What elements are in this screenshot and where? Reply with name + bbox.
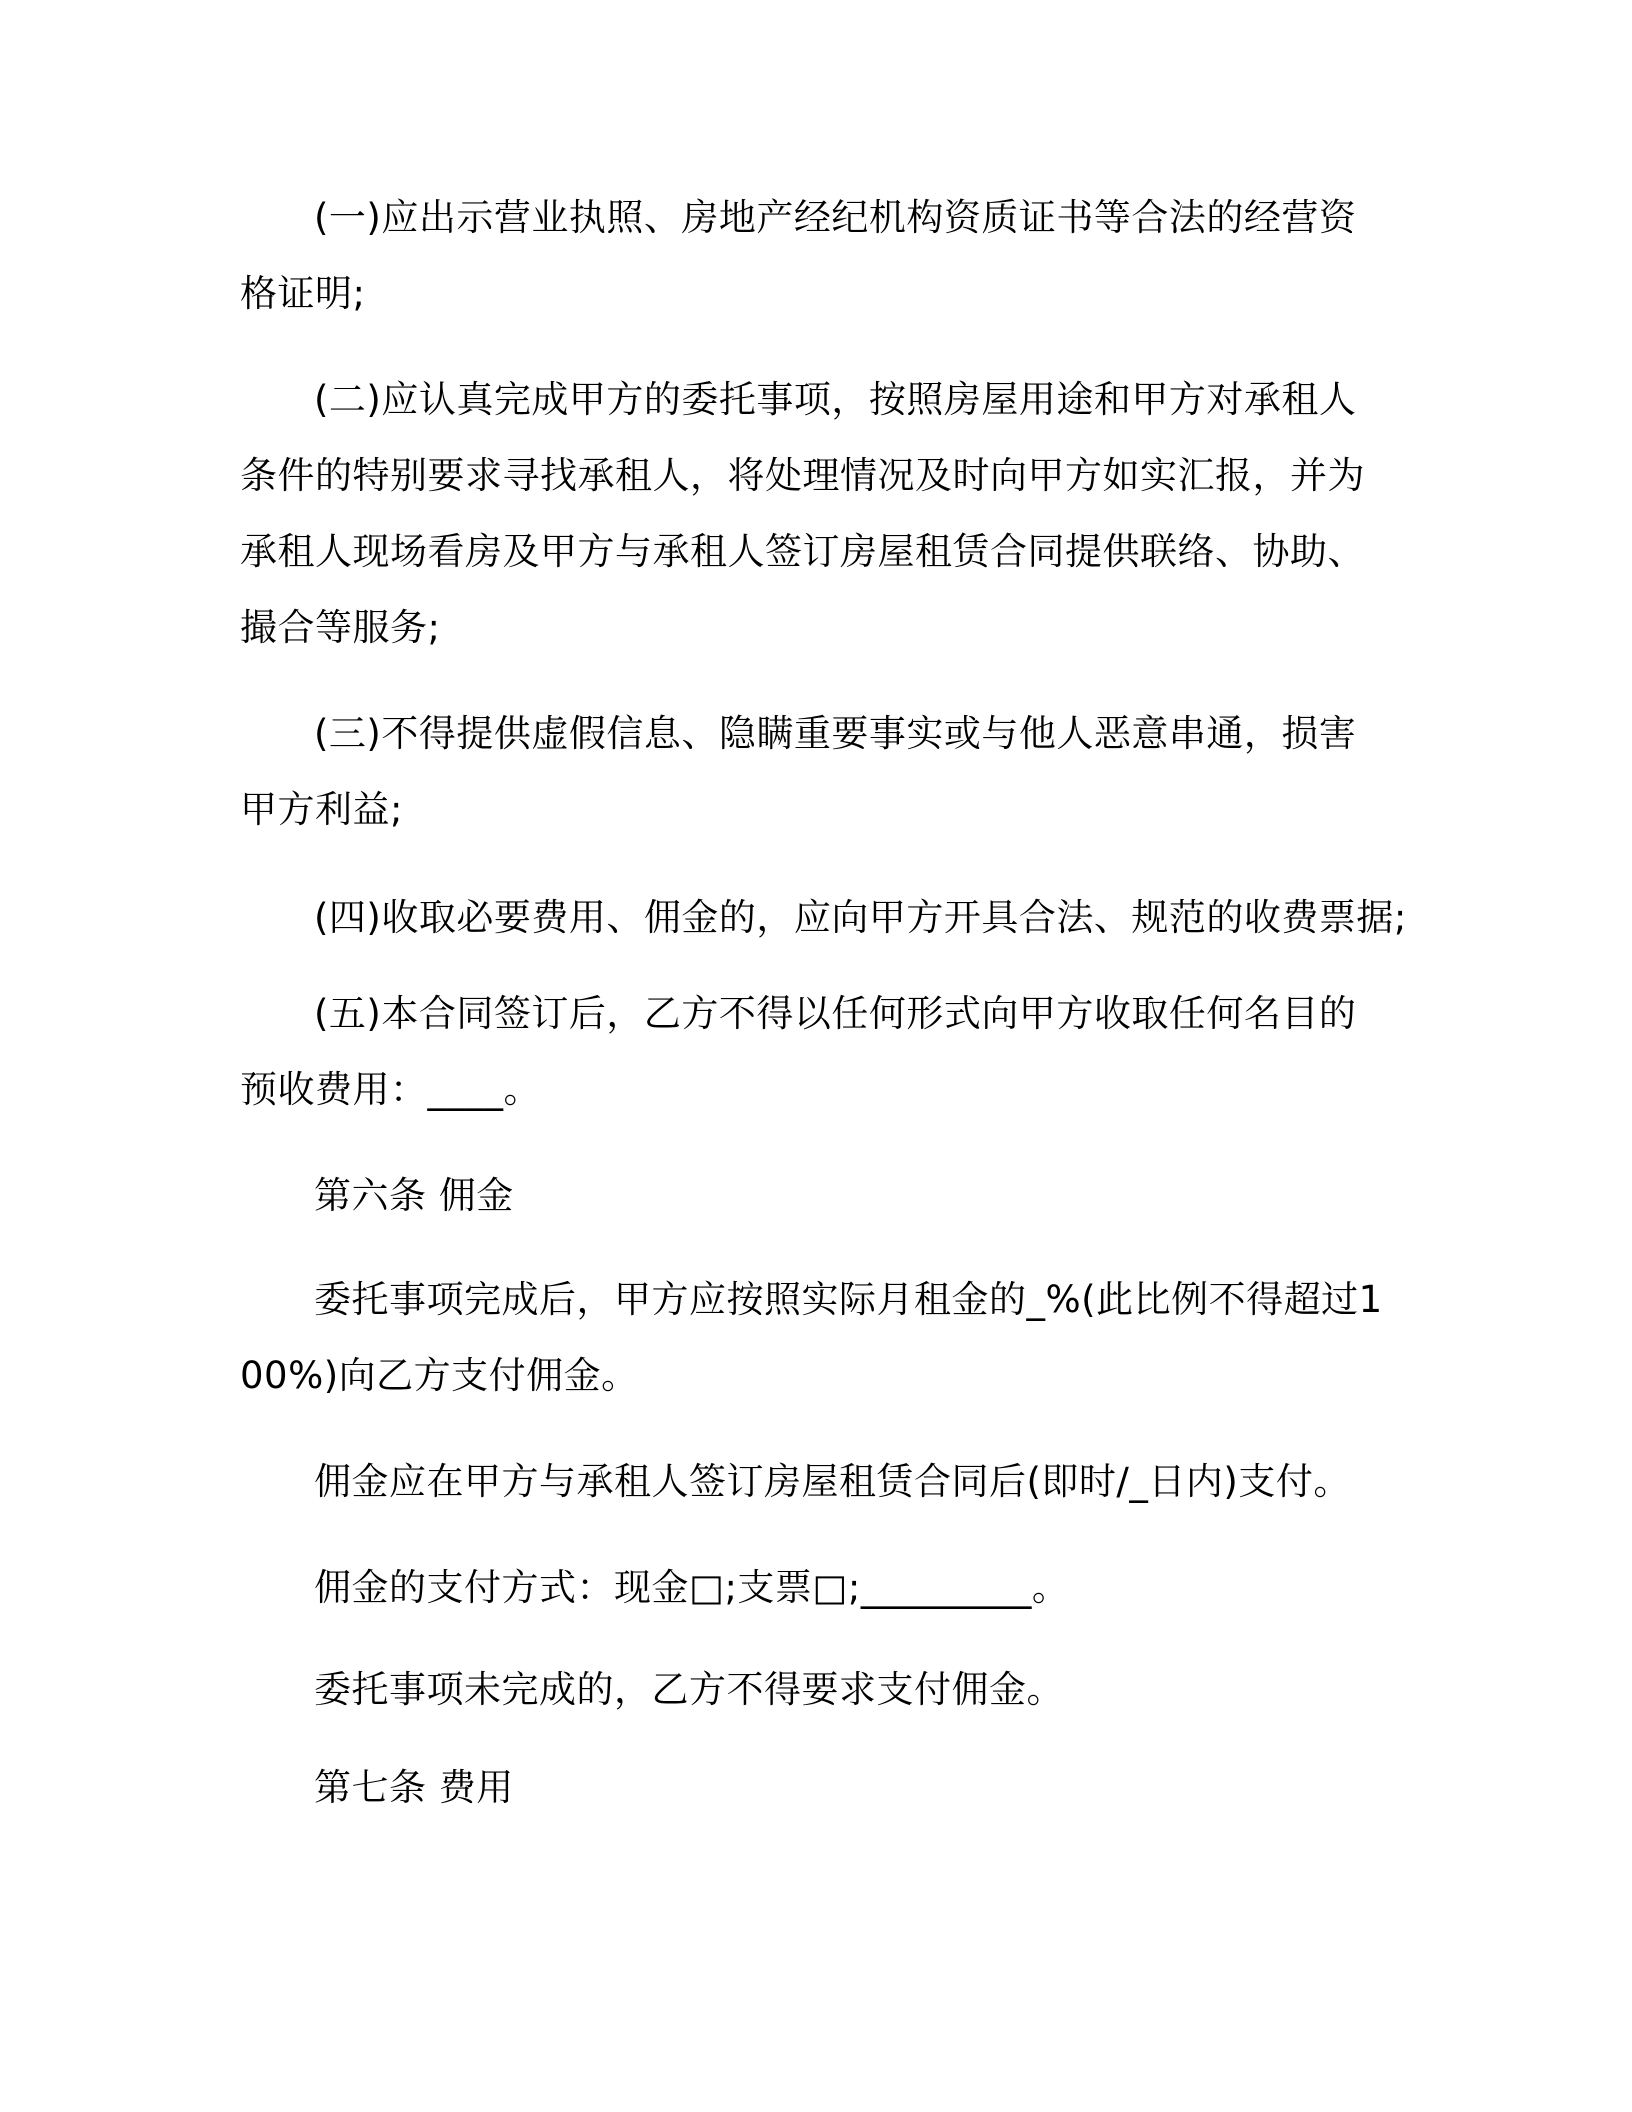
clause-item-5: (五)本合同签订后，乙方不得以任何形式向甲方收取任何名目的预收费用：____。 (240, 992, 1357, 1111)
article-6-heading: 第六条 佣金 (314, 1174, 514, 1217)
commission-timing-clause: 佣金应在甲方与承租人签订房屋租赁合同后(即时/_日内)支付。 (314, 1460, 1351, 1503)
payment-method-clause: 佣金的支付方式：现金□;支票□;_________。 (314, 1566, 1070, 1609)
clause-item-3: (三)不得提供虚假信息、隐瞒重要事实或与他人恶意串通，损害甲方利益; (240, 712, 1357, 831)
clause-item-1: (一)应出示营业执照、房地产经纪机构资质证书等合法的经营资格证明; (240, 196, 1357, 315)
incomplete-commission-clause: 委托事项未完成的，乙方不得要求支付佣金。 (314, 1668, 1064, 1711)
article-7-heading: 第七条 费用 (314, 1766, 514, 1809)
clause-item-2: (二)应认真完成甲方的委托事项，按照房屋用途和甲方对承租人条件的特别要求寻找承租人，将处理情况及时向甲方如实汇报，并为承租人现场看房及甲方与承租人签订房屋租赁合同提供联络、协助、撮合等服务; (240, 378, 1365, 649)
clause-item-4: (四)收取必要费用、佣金的，应向甲方开具合法、规范的收费票据; (314, 896, 1407, 939)
commission-rate-clause: 委托事项完成后，甲方应按照实际月租金的_%(此比例不得超过100%)向乙方支付佣金。 (240, 1278, 1383, 1397)
